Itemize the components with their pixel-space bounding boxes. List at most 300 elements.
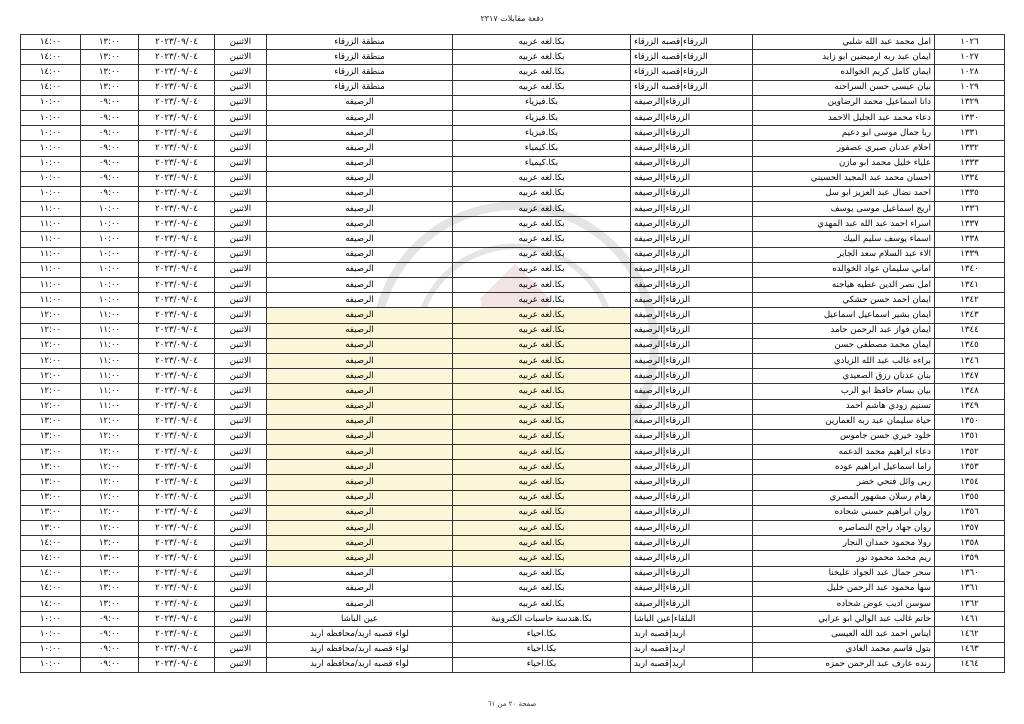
date-cell: ٢٠٢٣/٠٩/٠٤ bbox=[139, 596, 215, 611]
serial-number-cell: ١٠٢٩ bbox=[935, 80, 1005, 95]
candidate-name-cell: سها محمود عبد الرحمن خليل bbox=[753, 581, 935, 596]
specialization-cell: بكا.لغه عربيه bbox=[453, 475, 631, 490]
day-cell: الاثنين bbox=[215, 323, 267, 338]
day-cell: الاثنين bbox=[215, 338, 267, 353]
start-time-cell: ١٣:٠٠ bbox=[81, 65, 139, 80]
end-time-cell: ١٤:٠٠ bbox=[21, 50, 81, 65]
serial-number-cell: ١٣٥٣ bbox=[935, 460, 1005, 475]
day-cell: الاثنين bbox=[215, 171, 267, 186]
day-cell: الاثنين bbox=[215, 581, 267, 596]
candidate-name-cell: حاتم غالب عبد الوالي ابو عرابي bbox=[753, 612, 935, 627]
day-cell: الاثنين bbox=[215, 551, 267, 566]
exam-location-cell: الرصيفه bbox=[267, 353, 453, 368]
day-cell: الاثنين bbox=[215, 202, 267, 217]
exam-location-cell: الرصيفه bbox=[267, 278, 453, 293]
table-row bbox=[21, 35, 1005, 50]
exam-location-cell: الرصيفه bbox=[267, 217, 453, 232]
table-row bbox=[21, 642, 1005, 657]
day-cell: الاثنين bbox=[215, 126, 267, 141]
candidate-name-cell: براءه غالب عبد الله الزيادي bbox=[753, 353, 935, 368]
date-cell: ٢٠٢٣/٠٩/٠٤ bbox=[139, 505, 215, 520]
end-time-cell: ١٣:٠٠ bbox=[21, 460, 81, 475]
page-footer: صفحة ٢٠ من ٦١ bbox=[487, 700, 537, 708]
candidate-name-cell: روان جهاد راجح النصاصره bbox=[753, 521, 935, 536]
end-time-cell: ١٢:٠٠ bbox=[21, 308, 81, 323]
day-cell: الاثنين bbox=[215, 141, 267, 156]
exam-location-cell: لواء قصبه اربد/محافظه اربد bbox=[267, 642, 453, 657]
end-time-cell: ١٠:٠٠ bbox=[21, 186, 81, 201]
table-row bbox=[21, 460, 1005, 475]
end-time-cell: ١٢:٠٠ bbox=[21, 369, 81, 384]
start-time-cell: ١٣:٠٠ bbox=[81, 551, 139, 566]
day-cell: الاثنين bbox=[215, 536, 267, 551]
candidate-name-cell: رنده عارف عبد الرحمن حمزه bbox=[753, 657, 935, 672]
end-time-cell: ١٠:٠٠ bbox=[21, 171, 81, 186]
governorate-cell: الزرقاء|الرصيفه bbox=[631, 110, 753, 125]
specialization-cell: بكا.احياء bbox=[453, 642, 631, 657]
specialization-cell: بكا.لغه عربيه bbox=[453, 490, 631, 505]
day-cell: الاثنين bbox=[215, 65, 267, 80]
candidate-name-cell: بيان عيسى حسن السراحنه bbox=[753, 80, 935, 95]
table-row bbox=[21, 551, 1005, 566]
candidate-name-cell: رهام رسلان مشهور المصري bbox=[753, 490, 935, 505]
specialization-cell: بكا.لغه عربيه bbox=[453, 247, 631, 262]
end-time-cell: ١٠:٠٠ bbox=[21, 642, 81, 657]
specialization-cell: بكا.لغه عربيه bbox=[453, 429, 631, 444]
start-time-cell: ٠٩:٠٠ bbox=[81, 642, 139, 657]
candidate-name-cell: دعاء محمد عبد الجليل الاحمد bbox=[753, 110, 935, 125]
serial-number-cell: ١٣٦٠ bbox=[935, 566, 1005, 581]
date-cell: ٢٠٢٣/٠٩/٠٤ bbox=[139, 80, 215, 95]
serial-number-cell: ١٣٢٩ bbox=[935, 95, 1005, 110]
date-cell: ٢٠٢٣/٠٩/٠٤ bbox=[139, 490, 215, 505]
specialization-cell: بكا.لغه عربيه bbox=[453, 445, 631, 460]
specialization-cell: بكا.لغه عربيه bbox=[453, 65, 631, 80]
candidate-name-cell: اسراء احمد عبد الله عبد المهدي bbox=[753, 217, 935, 232]
end-time-cell: ١٠:٠٠ bbox=[21, 141, 81, 156]
specialization-cell: بكا.لغه عربيه bbox=[453, 232, 631, 247]
end-time-cell: ١٠:٠٠ bbox=[21, 156, 81, 171]
start-time-cell: ١٠:٠٠ bbox=[81, 217, 139, 232]
table-row bbox=[21, 247, 1005, 262]
exam-location-cell: الرصيفه bbox=[267, 429, 453, 444]
candidate-name-cell: دانا اسماعيل محمد الرضاوين bbox=[753, 95, 935, 110]
date-cell: ٢٠٢٣/٠٩/٠٤ bbox=[139, 217, 215, 232]
governorate-cell: الزرقاء|الرصيفه bbox=[631, 217, 753, 232]
candidate-name-cell: بيان بسام حافظ ابو الرب bbox=[753, 384, 935, 399]
table-row bbox=[21, 536, 1005, 551]
table-row bbox=[21, 596, 1005, 611]
end-time-cell: ١٢:٠٠ bbox=[21, 338, 81, 353]
table-row bbox=[21, 293, 1005, 308]
table-row bbox=[21, 50, 1005, 65]
start-time-cell: ١١:٠٠ bbox=[81, 384, 139, 399]
governorate-cell: الزرقاء|قصبه الزرقاء bbox=[631, 50, 753, 65]
specialization-cell: بكا.لغه عربيه bbox=[453, 596, 631, 611]
candidate-name-cell: تسنيم زودي هاشم احمد bbox=[753, 399, 935, 414]
date-cell: ٢٠٢٣/٠٩/٠٤ bbox=[139, 338, 215, 353]
governorate-cell: الزرقاء|قصبه الزرقاء bbox=[631, 65, 753, 80]
end-time-cell: ١٤:٠٠ bbox=[21, 566, 81, 581]
candidate-name-cell: اماني سليمان عواد الخوالده bbox=[753, 262, 935, 277]
exam-location-cell: عين الباشا bbox=[267, 612, 453, 627]
page-header: دفعة مقابلات ٢٣١٧ bbox=[480, 14, 544, 23]
day-cell: الاثنين bbox=[215, 156, 267, 171]
date-cell: ٢٠٢٣/٠٩/٠٤ bbox=[139, 126, 215, 141]
end-time-cell: ١٤:٠٠ bbox=[21, 536, 81, 551]
end-time-cell: ١٣:٠٠ bbox=[21, 445, 81, 460]
serial-number-cell: ١٣٦١ bbox=[935, 581, 1005, 596]
table-row bbox=[21, 278, 1005, 293]
start-time-cell: ١٢:٠٠ bbox=[81, 521, 139, 536]
specialization-cell: بكا.احياء bbox=[453, 627, 631, 642]
date-cell: ٢٠٢٣/٠٩/٠٤ bbox=[139, 475, 215, 490]
table-row bbox=[21, 141, 1005, 156]
start-time-cell: ٠٩:٠٠ bbox=[81, 156, 139, 171]
day-cell: الاثنين bbox=[215, 566, 267, 581]
table-row bbox=[21, 323, 1005, 338]
serial-number-cell: ١٣٣٢ bbox=[935, 141, 1005, 156]
exam-location-cell: الرصيفه bbox=[267, 202, 453, 217]
end-time-cell: ١٠:٠٠ bbox=[21, 612, 81, 627]
start-time-cell: ٠٩:٠٠ bbox=[81, 141, 139, 156]
day-cell: الاثنين bbox=[215, 429, 267, 444]
day-cell: الاثنين bbox=[215, 95, 267, 110]
candidate-name-cell: ايمان كامل كريم الخوالده bbox=[753, 65, 935, 80]
exam-location-cell: الرصيفه bbox=[267, 247, 453, 262]
table-row bbox=[21, 110, 1005, 125]
table-row bbox=[21, 369, 1005, 384]
serial-number-cell: ١٣٥٨ bbox=[935, 536, 1005, 551]
end-time-cell: ١١:٠٠ bbox=[21, 293, 81, 308]
specialization-cell: بكا.فيزياء bbox=[453, 126, 631, 141]
day-cell: الاثنين bbox=[215, 490, 267, 505]
table-row bbox=[21, 429, 1005, 444]
exam-location-cell: الرصيفه bbox=[267, 399, 453, 414]
governorate-cell: الزرقاء|الرصيفه bbox=[631, 262, 753, 277]
date-cell: ٢٠٢٣/٠٩/٠٤ bbox=[139, 247, 215, 262]
start-time-cell: ١٠:٠٠ bbox=[81, 278, 139, 293]
governorate-cell: الزرقاء|الرصيفه bbox=[631, 490, 753, 505]
exam-location-cell: الرصيفه bbox=[267, 384, 453, 399]
governorate-cell: اربد|قصبه اربد bbox=[631, 642, 753, 657]
table-row bbox=[21, 308, 1005, 323]
table-row bbox=[21, 399, 1005, 414]
end-time-cell: ١٣:٠٠ bbox=[21, 414, 81, 429]
date-cell: ٢٠٢٣/٠٩/٠٤ bbox=[139, 141, 215, 156]
serial-number-cell: ١٣٣٧ bbox=[935, 217, 1005, 232]
serial-number-cell: ١٣٣٦ bbox=[935, 202, 1005, 217]
exam-location-cell: الرصيفه bbox=[267, 521, 453, 536]
date-cell: ٢٠٢٣/٠٩/٠٤ bbox=[139, 171, 215, 186]
table-row bbox=[21, 186, 1005, 201]
start-time-cell: ١٠:٠٠ bbox=[81, 293, 139, 308]
specialization-cell: بكا.هندسة حاسبات الكترونية bbox=[453, 612, 631, 627]
specialization-cell: بكا.لغه عربيه bbox=[453, 338, 631, 353]
specialization-cell: بكا.لغه عربيه bbox=[453, 399, 631, 414]
serial-number-cell: ١٣٤٣ bbox=[935, 308, 1005, 323]
exam-location-cell: الرصيفه bbox=[267, 126, 453, 141]
date-cell: ٢٠٢٣/٠٩/٠٤ bbox=[139, 110, 215, 125]
date-cell: ٢٠٢٣/٠٩/٠٤ bbox=[139, 262, 215, 277]
exam-location-cell: منطقة الزرقاء bbox=[267, 65, 453, 80]
candidate-name-cell: ايمان فواز عبد الرحمن حامد bbox=[753, 323, 935, 338]
governorate-cell: الزرقاء|الرصيفه bbox=[631, 353, 753, 368]
day-cell: الاثنين bbox=[215, 110, 267, 125]
table-row bbox=[21, 171, 1005, 186]
end-time-cell: ١١:٠٠ bbox=[21, 278, 81, 293]
date-cell: ٢٠٢٣/٠٩/٠٤ bbox=[139, 551, 215, 566]
candidate-name-cell: احمد نضال عبد العزيز ابو سل bbox=[753, 186, 935, 201]
start-time-cell: ١١:٠٠ bbox=[81, 308, 139, 323]
specialization-cell: بكا.لغه عربيه bbox=[453, 80, 631, 95]
start-time-cell: ١٣:٠٠ bbox=[81, 566, 139, 581]
governorate-cell: الزرقاء|الرصيفه bbox=[631, 293, 753, 308]
date-cell: ٢٠٢٣/٠٩/٠٤ bbox=[139, 293, 215, 308]
exam-location-cell: منطقة الزرقاء bbox=[267, 80, 453, 95]
specialization-cell: بكا.لغه عربيه bbox=[453, 566, 631, 581]
day-cell: الاثنين bbox=[215, 217, 267, 232]
date-cell: ٢٠٢٣/٠٩/٠٤ bbox=[139, 581, 215, 596]
table-row bbox=[21, 566, 1005, 581]
specialization-cell: بكا.لغه عربيه bbox=[453, 369, 631, 384]
specialization-cell: بكا.كيمياء bbox=[453, 141, 631, 156]
end-time-cell: ١١:٠٠ bbox=[21, 247, 81, 262]
governorate-cell: الزرقاء|الرصيفه bbox=[631, 505, 753, 520]
governorate-cell: الزرقاء|الرصيفه bbox=[631, 247, 753, 262]
exam-location-cell: الرصيفه bbox=[267, 262, 453, 277]
day-cell: الاثنين bbox=[215, 612, 267, 627]
serial-number-cell: ١٣٦٢ bbox=[935, 596, 1005, 611]
day-cell: الاثنين bbox=[215, 445, 267, 460]
specialization-cell: بكا.لغه عربيه bbox=[453, 505, 631, 520]
serial-number-cell: ١٣٣٤ bbox=[935, 171, 1005, 186]
exam-location-cell: الرصيفه bbox=[267, 490, 453, 505]
exam-location-cell: الرصيفه bbox=[267, 308, 453, 323]
exam-location-cell: الرصيفه bbox=[267, 369, 453, 384]
governorate-cell: الزرقاء|الرصيفه bbox=[631, 126, 753, 141]
table-row bbox=[21, 475, 1005, 490]
specialization-cell: بكا.لغه عربيه bbox=[453, 521, 631, 536]
table-row bbox=[21, 95, 1005, 110]
start-time-cell: ١٣:٠٠ bbox=[81, 581, 139, 596]
governorate-cell: الزرقاء|الرصيفه bbox=[631, 581, 753, 596]
governorate-cell: الزرقاء|الرصيفه bbox=[631, 323, 753, 338]
start-time-cell: ٠٩:٠٠ bbox=[81, 110, 139, 125]
governorate-cell: الزرقاء|الرصيفه bbox=[631, 596, 753, 611]
serial-number-cell: ١٠٢٦ bbox=[935, 35, 1005, 50]
candidate-name-cell: اسماء يوسف سليم البيك bbox=[753, 232, 935, 247]
start-time-cell: ٠٩:٠٠ bbox=[81, 657, 139, 672]
day-cell: الاثنين bbox=[215, 232, 267, 247]
serial-number-cell: ١٣٣١ bbox=[935, 126, 1005, 141]
start-time-cell: ١٣:٠٠ bbox=[81, 50, 139, 65]
end-time-cell: ١٤:٠٠ bbox=[21, 581, 81, 596]
table-row bbox=[21, 657, 1005, 672]
start-time-cell: ٠٩:٠٠ bbox=[81, 126, 139, 141]
serial-number-cell: ١٣٥٥ bbox=[935, 490, 1005, 505]
specialization-cell: بكا.لغه عربيه bbox=[453, 536, 631, 551]
start-time-cell: ١١:٠٠ bbox=[81, 369, 139, 384]
governorate-cell: الزرقاء|الرصيفه bbox=[631, 445, 753, 460]
governorate-cell: الزرقاء|قصبه الزرقاء bbox=[631, 80, 753, 95]
day-cell: الاثنين bbox=[215, 353, 267, 368]
specialization-cell: بكا.لغه عربيه bbox=[453, 460, 631, 475]
table-row bbox=[21, 384, 1005, 399]
serial-number-cell: ١٣٤٧ bbox=[935, 369, 1005, 384]
serial-number-cell: ١٣٣٣ bbox=[935, 156, 1005, 171]
start-time-cell: ١٢:٠٠ bbox=[81, 460, 139, 475]
specialization-cell: بكا.لغه عربيه bbox=[453, 171, 631, 186]
serial-number-cell: ١٣٤٢ bbox=[935, 293, 1005, 308]
date-cell: ٢٠٢٣/٠٩/٠٤ bbox=[139, 65, 215, 80]
table-row bbox=[21, 202, 1005, 217]
date-cell: ٢٠٢٣/٠٩/٠٤ bbox=[139, 399, 215, 414]
governorate-cell: الزرقاء|الرصيفه bbox=[631, 475, 753, 490]
governorate-cell: الزرقاء|الرصيفه bbox=[631, 186, 753, 201]
exam-location-cell: الرصيفه bbox=[267, 566, 453, 581]
date-cell: ٢٠٢٣/٠٩/٠٤ bbox=[139, 445, 215, 460]
candidate-name-cell: راما اسماعيل ابراهيم عوده bbox=[753, 460, 935, 475]
candidate-name-cell: ايمان محمد مصطفى حسن bbox=[753, 338, 935, 353]
end-time-cell: ١٤:٠٠ bbox=[21, 80, 81, 95]
serial-number-cell: ١٣٤٨ bbox=[935, 384, 1005, 399]
exam-location-cell: الرصيفه bbox=[267, 171, 453, 186]
end-time-cell: ١٠:٠٠ bbox=[21, 627, 81, 642]
serial-number-cell: ١٣٣٥ bbox=[935, 186, 1005, 201]
specialization-cell: بكا.لغه عربيه bbox=[453, 308, 631, 323]
candidate-name-cell: بنان عدنان رزق الصعيدي bbox=[753, 369, 935, 384]
candidate-name-cell: حياة سليمان عبد ربه العمارين bbox=[753, 414, 935, 429]
day-cell: الاثنين bbox=[215, 80, 267, 95]
candidate-name-cell: الاء عبد السلام سعد الجابر bbox=[753, 247, 935, 262]
governorate-cell: الزرقاء|الرصيفه bbox=[631, 278, 753, 293]
specialization-cell: بكا.احياء bbox=[453, 657, 631, 672]
day-cell: الاثنين bbox=[215, 475, 267, 490]
exam-location-cell: الرصيفه bbox=[267, 110, 453, 125]
end-time-cell: ١١:٠٠ bbox=[21, 232, 81, 247]
start-time-cell: ١١:٠٠ bbox=[81, 399, 139, 414]
day-cell: الاثنين bbox=[215, 247, 267, 262]
end-time-cell: ١٤:٠٠ bbox=[21, 551, 81, 566]
day-cell: الاثنين bbox=[215, 262, 267, 277]
governorate-cell: الزرقاء|الرصيفه bbox=[631, 156, 753, 171]
end-time-cell: ١٣:٠٠ bbox=[21, 505, 81, 520]
exam-location-cell: الرصيفه bbox=[267, 581, 453, 596]
specialization-cell: بكا.لغه عربيه bbox=[453, 35, 631, 50]
exam-location-cell: الرصيفه bbox=[267, 460, 453, 475]
governorate-cell: الزرقاء|الرصيفه bbox=[631, 414, 753, 429]
candidate-name-cell: ربا جمال موسى ابو دعيم bbox=[753, 126, 935, 141]
governorate-cell: الزرقاء|قصبه الزرقاء bbox=[631, 35, 753, 50]
candidate-name-cell: احسان محمد عبد المجيد الحسيني bbox=[753, 171, 935, 186]
table-row bbox=[21, 414, 1005, 429]
governorate-cell: الزرقاء|الرصيفه bbox=[631, 536, 753, 551]
specialization-cell: بكا.فيزياء bbox=[453, 110, 631, 125]
serial-number-cell: ١٤٦١ bbox=[935, 612, 1005, 627]
start-time-cell: ٠٩:٠٠ bbox=[81, 171, 139, 186]
specialization-cell: بكا.لغه عربيه bbox=[453, 323, 631, 338]
end-time-cell: ١٠:٠٠ bbox=[21, 126, 81, 141]
specialization-cell: بكا.لغه عربيه bbox=[453, 278, 631, 293]
governorate-cell: الزرقاء|الرصيفه bbox=[631, 429, 753, 444]
exam-location-cell: الرصيفه bbox=[267, 505, 453, 520]
exam-location-cell: الرصيفه bbox=[267, 445, 453, 460]
specialization-cell: بكا.لغه عربيه bbox=[453, 202, 631, 217]
candidate-name-cell: دعاء ابراهيم محمد الدعمه bbox=[753, 445, 935, 460]
serial-number-cell: ١٣٣٠ bbox=[935, 110, 1005, 125]
table-row bbox=[21, 217, 1005, 232]
date-cell: ٢٠٢٣/٠٩/٠٤ bbox=[139, 521, 215, 536]
end-time-cell: ١٣:٠٠ bbox=[21, 475, 81, 490]
date-cell: ٢٠٢٣/٠٩/٠٤ bbox=[139, 308, 215, 323]
date-cell: ٢٠٢٣/٠٩/٠٤ bbox=[139, 186, 215, 201]
start-time-cell: ١٣:٠٠ bbox=[81, 596, 139, 611]
candidate-name-cell: امل محمد عبد الله شلبي bbox=[753, 35, 935, 50]
day-cell: الاثنين bbox=[215, 642, 267, 657]
governorate-cell: البلقاء|عين الباشا bbox=[631, 612, 753, 627]
governorate-cell: الزرقاء|الرصيفه bbox=[631, 202, 753, 217]
start-time-cell: ١٢:٠٠ bbox=[81, 475, 139, 490]
specialization-cell: بكا.لغه عربيه bbox=[453, 414, 631, 429]
date-cell: ٢٠٢٣/٠٩/٠٤ bbox=[139, 460, 215, 475]
serial-number-cell: ١٣٥٠ bbox=[935, 414, 1005, 429]
exam-location-cell: الرصيفه bbox=[267, 232, 453, 247]
serial-number-cell: ١٣٥٦ bbox=[935, 505, 1005, 520]
serial-number-cell: ١٠٢٨ bbox=[935, 65, 1005, 80]
table-row bbox=[21, 338, 1005, 353]
serial-number-cell: ١٣٥٢ bbox=[935, 445, 1005, 460]
start-time-cell: ١٠:٠٠ bbox=[81, 262, 139, 277]
exam-location-cell: الرصيفه bbox=[267, 186, 453, 201]
candidate-name-cell: خلود خيري حسن جاموس bbox=[753, 429, 935, 444]
candidate-name-cell: اريج اسماعيل موسى يوسف bbox=[753, 202, 935, 217]
specialization-cell: بكا.لغه عربيه bbox=[453, 50, 631, 65]
day-cell: الاثنين bbox=[215, 384, 267, 399]
table-row bbox=[21, 232, 1005, 247]
table-row bbox=[21, 156, 1005, 171]
specialization-cell: بكا.لغه عربيه bbox=[453, 262, 631, 277]
date-cell: ٢٠٢٣/٠٩/٠٤ bbox=[139, 642, 215, 657]
exam-location-cell: الرصيفه bbox=[267, 141, 453, 156]
end-time-cell: ١٠:٠٠ bbox=[21, 657, 81, 672]
date-cell: ٢٠٢٣/٠٩/٠٤ bbox=[139, 414, 215, 429]
day-cell: الاثنين bbox=[215, 293, 267, 308]
specialization-cell: بكا.لغه عربيه bbox=[453, 581, 631, 596]
day-cell: الاثنين bbox=[215, 35, 267, 50]
serial-number-cell: ١٣٥٩ bbox=[935, 551, 1005, 566]
serial-number-cell: ١٣٤٠ bbox=[935, 262, 1005, 277]
governorate-cell: اربد|قصبه اربد bbox=[631, 627, 753, 642]
date-cell: ٢٠٢٣/٠٩/٠٤ bbox=[139, 566, 215, 581]
serial-number-cell: ١٤٦٢ bbox=[935, 627, 1005, 642]
day-cell: الاثنين bbox=[215, 278, 267, 293]
table-row bbox=[21, 521, 1005, 536]
end-time-cell: ١٣:٠٠ bbox=[21, 429, 81, 444]
end-time-cell: ١٢:٠٠ bbox=[21, 323, 81, 338]
exam-location-cell: لواء قصبه اربد/محافظه اربد bbox=[267, 657, 453, 672]
governorate-cell: الزرقاء|الرصيفه bbox=[631, 232, 753, 247]
date-cell: ٢٠٢٣/٠٩/٠٤ bbox=[139, 50, 215, 65]
serial-number-cell: ١٤٦٣ bbox=[935, 642, 1005, 657]
date-cell: ٢٠٢٣/٠٩/٠٤ bbox=[139, 232, 215, 247]
serial-number-cell: ١٣٤١ bbox=[935, 278, 1005, 293]
day-cell: الاثنين bbox=[215, 308, 267, 323]
specialization-cell: بكا.فيزياء bbox=[453, 95, 631, 110]
end-time-cell: ١٤:٠٠ bbox=[21, 596, 81, 611]
governorate-cell: الزرقاء|الرصيفه bbox=[631, 566, 753, 581]
candidate-name-cell: بتول قاسم محمد الغادي bbox=[753, 642, 935, 657]
